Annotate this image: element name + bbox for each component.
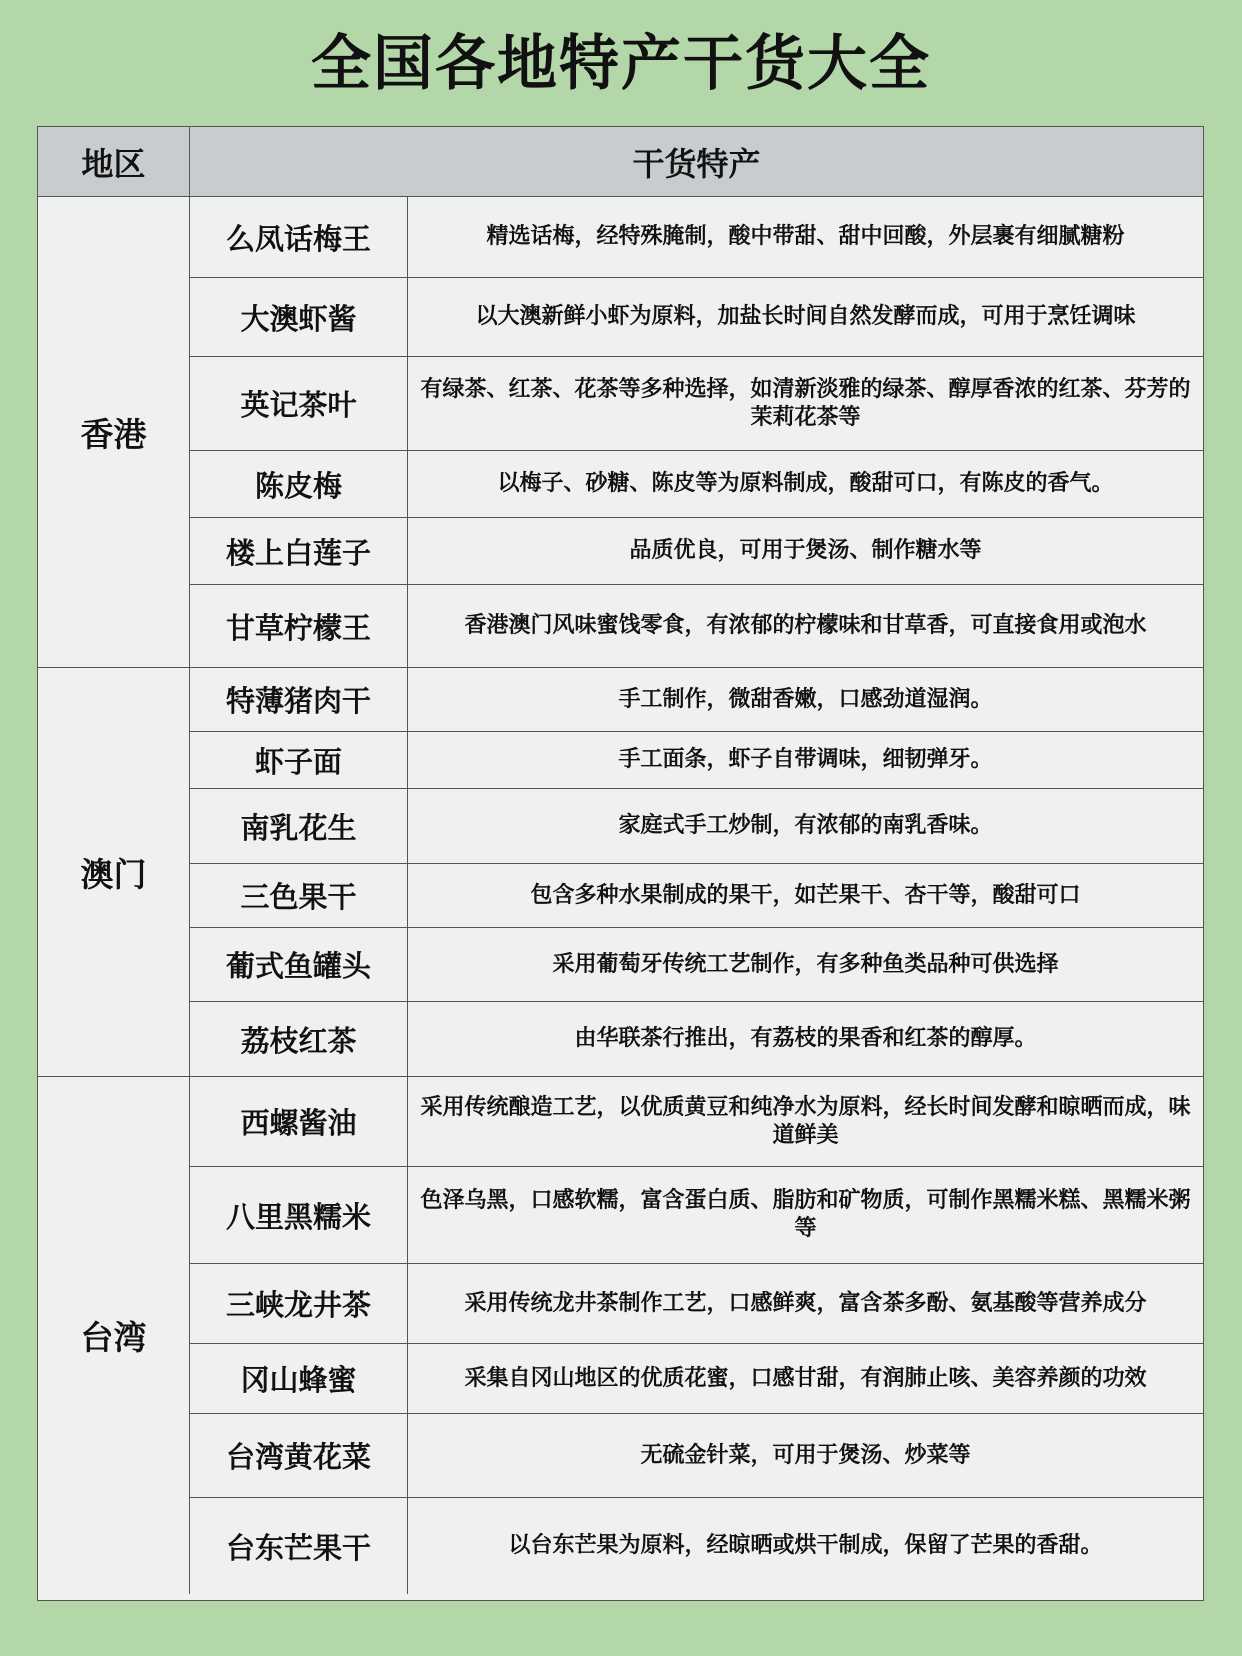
product-name-cell: 英记茶叶 [190,357,408,451]
product-desc-cell: 手工制作，微甜香嫩，口感劲道湿润。 [408,668,1203,732]
product-desc-cell: 以大澳新鲜小虾为原料，加盐长时间自然发酵而成，可用于烹饪调味 [408,278,1203,357]
product-name-cell: 楼上白莲子 [190,518,408,585]
region-cell: 澳门 [38,668,190,1077]
product-desc-cell: 采用葡萄牙传统工艺制作，有多种鱼类品种可供选择 [408,928,1203,1002]
product-name-cell: 甘草柠檬王 [190,585,408,668]
product-desc-cell: 以梅子、砂糖、陈皮等为原料制成，酸甜可口，有陈皮的香气。 [408,451,1203,518]
header-region: 地区 [38,127,190,197]
product-name-cell: 冈山蜂蜜 [190,1344,408,1414]
product-desc-cell: 有绿茶、红茶、花茶等多种选择，如清新淡雅的绿茶、醇厚香浓的红茶、芬芳的茉莉花茶等 [408,357,1203,451]
product-name-cell: 三色果干 [190,864,408,928]
region-cell: 香港 [38,197,190,668]
product-name-cell: 大澳虾酱 [190,278,408,357]
product-name-cell: 葡式鱼罐头 [190,928,408,1002]
product-desc-cell: 以台东芒果为原料，经晾晒或烘干制成，保留了芒果的香甜。 [508,1533,1103,1558]
product-desc-cell: 无硫金针菜，可用于煲汤、炒菜等 [408,1414,1203,1498]
header-goods: 干货特产 [190,127,1203,197]
product-desc-cell: 包含多种水果制成的果干，如芒果干、杏干等，酸甜可口 [408,864,1203,928]
product-desc-cell: 香港澳门风味蜜饯零食，有浓郁的柠檬味和甘草香，可直接食用或泡水 [408,585,1203,668]
product-desc-cell: 家庭式手工炒制，有浓郁的南乳香味。 [408,789,1203,864]
specialty-table [37,126,1204,1601]
product-desc-cell: 色泽乌黑，口感软糯，富含蛋白质、脂肪和矿物质，可制作黑糯米糕、黑糯米粥等 [408,1167,1203,1264]
product-desc-cell: 精选话梅，经特殊腌制，酸中带甜、甜中回酸，外层裹有细腻糖粉 [408,197,1203,278]
product-name-cell: 特薄猪肉干 [190,668,408,732]
product-name-cell: 台湾黄花菜 [190,1414,408,1498]
region-cell: 台湾 [38,1077,190,1594]
product-name-cell: 虾子面 [190,732,408,789]
product-name-cell: 南乳花生 [190,789,408,864]
product-name-cell: 陈皮梅 [190,451,408,518]
product-desc-cell: 采用传统龙井茶制作工艺，口感鲜爽，富含茶多酚、氨基酸等营养成分 [408,1264,1203,1344]
product-desc-cell: 由华联茶行推出，有荔枝的果香和红茶的醇厚。 [408,1002,1203,1077]
product-name-cell: 荔枝红茶 [190,1002,408,1077]
product-name-cell: 台东芒果干 [190,1498,408,1594]
product-desc-cell: 品质优良，可用于煲汤、制作糖水等 [408,518,1203,585]
product-name-cell: 八里黑糯米 [190,1167,408,1264]
product-desc-cell: 采集自冈山地区的优质花蜜，口感甘甜，有润肺止咳、美容养颜的功效 [408,1344,1203,1414]
product-desc-cell: 手工面条，虾子自带调味，细韧弹牙。 [408,732,1203,789]
product-desc-cell: 采用传统酿造工艺，以优质黄豆和纯净水为原料，经长时间发酵和晾晒而成，味道鲜美 [408,1077,1203,1167]
product-name-cell: 三峡龙井茶 [190,1264,408,1344]
product-name-cell: 西螺酱油 [190,1077,408,1167]
page-title: 全国各地特产干货大全 [311,29,931,99]
product-name-cell: 么凤话梅王 [190,197,408,278]
